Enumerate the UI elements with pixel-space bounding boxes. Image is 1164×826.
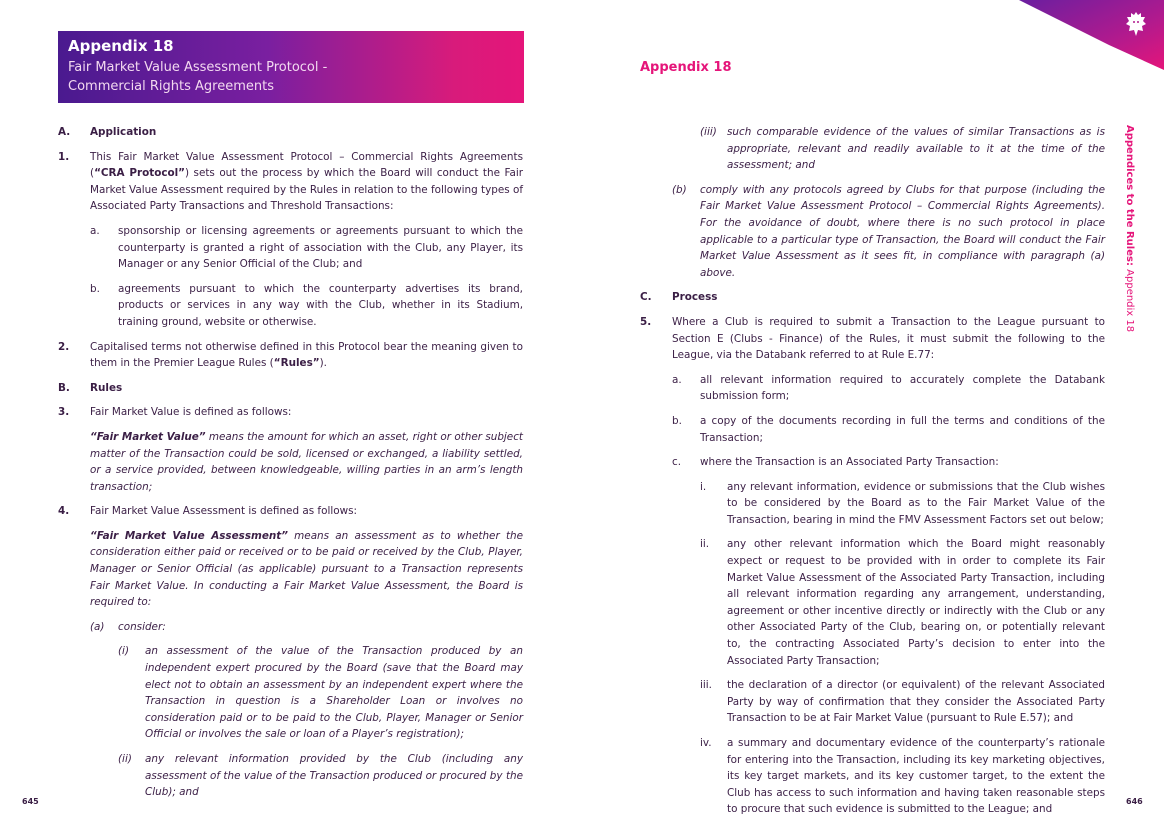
- paragraph-5c: [640, 454, 1105, 471]
- item-text: all relevant information required to accurately complete the Databank submission form;: [700, 373, 1105, 403]
- appendix-heading: Appendix 18: [640, 60, 732, 75]
- paragraph-text: Where a Club is required to submit a Transaction to the League pursuant to Section E (Clubs - Finance) of the Rules, it must submit the following to the League, via the Databank referred to at Rule E.77:: [672, 315, 1105, 362]
- item-text: where the Transaction is an Associated Party Transaction:: [700, 456, 999, 469]
- text-run: Capitalised terms not otherwise defined in this Protocol bear the meaning given to them in the Premier League Rules (: [90, 340, 523, 370]
- item-text: comply with any protocols agreed by Clubs for that purpose (including the Fair Market Value Assessment Protocol – Commercial Rights Agreements). For the avoidance of doubt, where there is no such protocol in place applicable to a particular type of Transaction, the Board will conduct the Fair Market Value Assessment as it sees fit, in compliance with paragraph (a) above.: [700, 183, 1105, 279]
- paragraph-number: 1.: [58, 150, 70, 163]
- item-text: a copy of the documents recording in full the terms and conditions of the Transaction;: [700, 414, 1105, 444]
- paragraph-number: 5.: [640, 315, 652, 328]
- paragraph-4a: [58, 619, 523, 636]
- banner-title: Appendix 18: [68, 37, 174, 55]
- section-c-heading: [640, 289, 1105, 306]
- defined-term: “Fair Market Value”: [90, 430, 206, 443]
- section-title: Process: [672, 291, 718, 304]
- item-label: c.: [672, 456, 682, 469]
- paragraph-text: Fair Market Value Assessment is defined as follows:: [90, 505, 357, 518]
- paragraph-number: 4.: [58, 505, 70, 518]
- paragraph-2: [58, 339, 523, 372]
- item-label: (iii): [700, 126, 717, 138]
- text-run: ) sets out the process by which the Board will conduct the Fair Market Value Assessment required by the Rules in relation to the following types of Associated Party Transactions and Threshold Transactions:: [90, 167, 524, 213]
- defined-term: “Fair Market Value Assessment”: [90, 529, 288, 542]
- item-label: (b): [672, 183, 687, 196]
- item-text: any relevant information, evidence or submissions that the Club wishes to be considered by the Board as to the Fair Market Value of the Transaction, bearing in mind the FMV Assessment Factors set out below;: [727, 480, 1105, 526]
- item-label: i.: [700, 480, 707, 493]
- side-tab-bold: Appendices to the Rules:: [1124, 125, 1135, 266]
- item-text: a summary and documentary evidence of the counterparty’s rationale for entering into the Transaction, including its key marketing objectives, its key target markets, and its key customer target, to the extent the Club has access to such information and having taken reasonable steps to procure that such evidence is submitted to the League; and: [727, 737, 1105, 816]
- banner-subtitle: Fair Market Value Assessment Protocol - Commercial Rights Agreements: [68, 60, 328, 94]
- item-label: (ii): [118, 753, 132, 765]
- item-text: the declaration of a director (or equivalent) of the relevant Associated Party by way of confirmation that they consider the Associated Party Transaction to be at Fair Market Value (pursuant to Rule E.57); and: [727, 679, 1105, 725]
- paragraph-4: [58, 503, 523, 520]
- paragraph-number: 2.: [58, 340, 70, 353]
- page-number: 646: [1126, 797, 1143, 806]
- item-text: any relevant information provided by the Club (including any assessment of the value of the Transaction produced or procured by the Club); and: [145, 753, 523, 799]
- item-label: iii.: [700, 679, 712, 692]
- paragraph-number: 3.: [58, 406, 70, 419]
- item-text: any other relevant information which the Board might reasonably expect or request to be provided with in order to complete its Fair Market Value Assessment of the Associated Party Transaction, including all relevant information regarding any arrangement, understanding, agreement or other incentive directly or indirectly with the Club or any other Associated Party of the Club, bearing on, or potentially relevant to, the contracting Associated Party’s decision to enter into the Associated Party Transaction;: [727, 538, 1105, 667]
- section-title: Rules: [90, 381, 123, 394]
- section-a-heading: [58, 124, 523, 141]
- paragraph-5a: [640, 372, 1105, 405]
- definition-text: [90, 429, 523, 495]
- paragraph-5c-iii: [640, 677, 1105, 727]
- paragraph-1a: [58, 223, 523, 273]
- item-label: a.: [672, 373, 682, 386]
- item-label: a.: [90, 224, 100, 237]
- paragraph-1: [58, 149, 523, 215]
- section-label: B.: [58, 381, 70, 394]
- item-text: such comparable evidence of the values of similar Transactions as is appropriate, relevant and readily available to it at the time of the assessment; and: [727, 126, 1105, 172]
- item-text: an assessment of the value of the Transaction produced by an independent expert procured by the Board (save that the Board may elect not to obtain an assessment by an independent expert where the Transaction in question is a Shareholder Loan or involves no consideration paid or to be paid to the Club, Player, Manager or Senior Official or involves the sale or loan of a Player’s registration);: [145, 645, 523, 741]
- page-number: 645: [22, 797, 39, 806]
- item-text: agreements pursuant to which the counterparty advertises its brand, products or services in any way with the Club, whether in its Stadium, training ground, website or otherwise.: [118, 282, 523, 328]
- left-body: [58, 124, 523, 809]
- paragraph-5c-i: [640, 479, 1105, 529]
- lion-logo-icon: [1124, 10, 1148, 38]
- appendix-banner: [58, 31, 524, 103]
- text-run: ).: [319, 357, 327, 370]
- paragraph-4a-iii: [640, 124, 1105, 174]
- right-page: [582, 0, 1164, 825]
- paragraph-4b: [640, 182, 1105, 282]
- left-page: [0, 0, 582, 825]
- item-text: consider:: [118, 620, 166, 633]
- paragraph-4a-i: [58, 643, 523, 743]
- text-run: means the amount for which an asset, right or other subject matter of the Transaction could be sold, licensed or exchanged, a liability settled, or a service provided, between knowledgeable, willing parties in an arm’s length transaction;: [90, 430, 523, 493]
- paragraph-1b: [58, 281, 523, 331]
- section-label: C.: [640, 291, 652, 304]
- paragraph-3-definition: [58, 429, 523, 495]
- section-label: A.: [58, 126, 71, 138]
- item-label: b.: [672, 414, 682, 427]
- item-label: iv.: [700, 737, 712, 749]
- paragraph-5c-ii: [640, 536, 1105, 669]
- side-tab-light: Appendix 18: [1124, 269, 1135, 333]
- paragraph-text: Fair Market Value is defined as follows:: [90, 406, 292, 419]
- paragraph-5c-iv: [640, 735, 1105, 818]
- item-label: (a): [90, 620, 105, 633]
- text-run: This Fair Market Value Assessment Protocol – Commercial Rights Agreements (: [90, 150, 523, 180]
- item-label: (i): [118, 645, 129, 658]
- text-run: means an assessment as to whether the consideration either paid or received or to be paid or received by the Club, Player, Manager or Senior Official (as applicable) pursuant to a Transaction represents Fair Market Value. In conducting a Fair Market Value Assessment, the Board is required to:: [90, 529, 524, 609]
- paragraph-5b: [640, 413, 1105, 446]
- right-body: [640, 124, 1105, 826]
- section-b-heading: [58, 380, 523, 397]
- item-label: b.: [90, 282, 100, 295]
- section-title: Application: [90, 126, 157, 138]
- paragraph-text: [90, 149, 523, 215]
- definition-text: [90, 528, 523, 611]
- side-tab-label: [1124, 125, 1135, 332]
- defined-term: “Rules”: [273, 357, 320, 370]
- item-label: ii.: [700, 538, 710, 551]
- paragraph-text: [90, 339, 523, 372]
- paragraph-3: [58, 404, 523, 421]
- paragraph-4-definition: [58, 528, 523, 611]
- paragraph-5: [640, 314, 1105, 364]
- defined-term: “CRA Protocol”: [94, 167, 186, 180]
- item-text: sponsorship or licensing agreements or agreements pursuant to which the counterparty is granted a right of association with the Club, any Player, its Manager or any Senior Official of the Club; and: [118, 224, 523, 271]
- paragraph-4a-ii: [58, 751, 523, 801]
